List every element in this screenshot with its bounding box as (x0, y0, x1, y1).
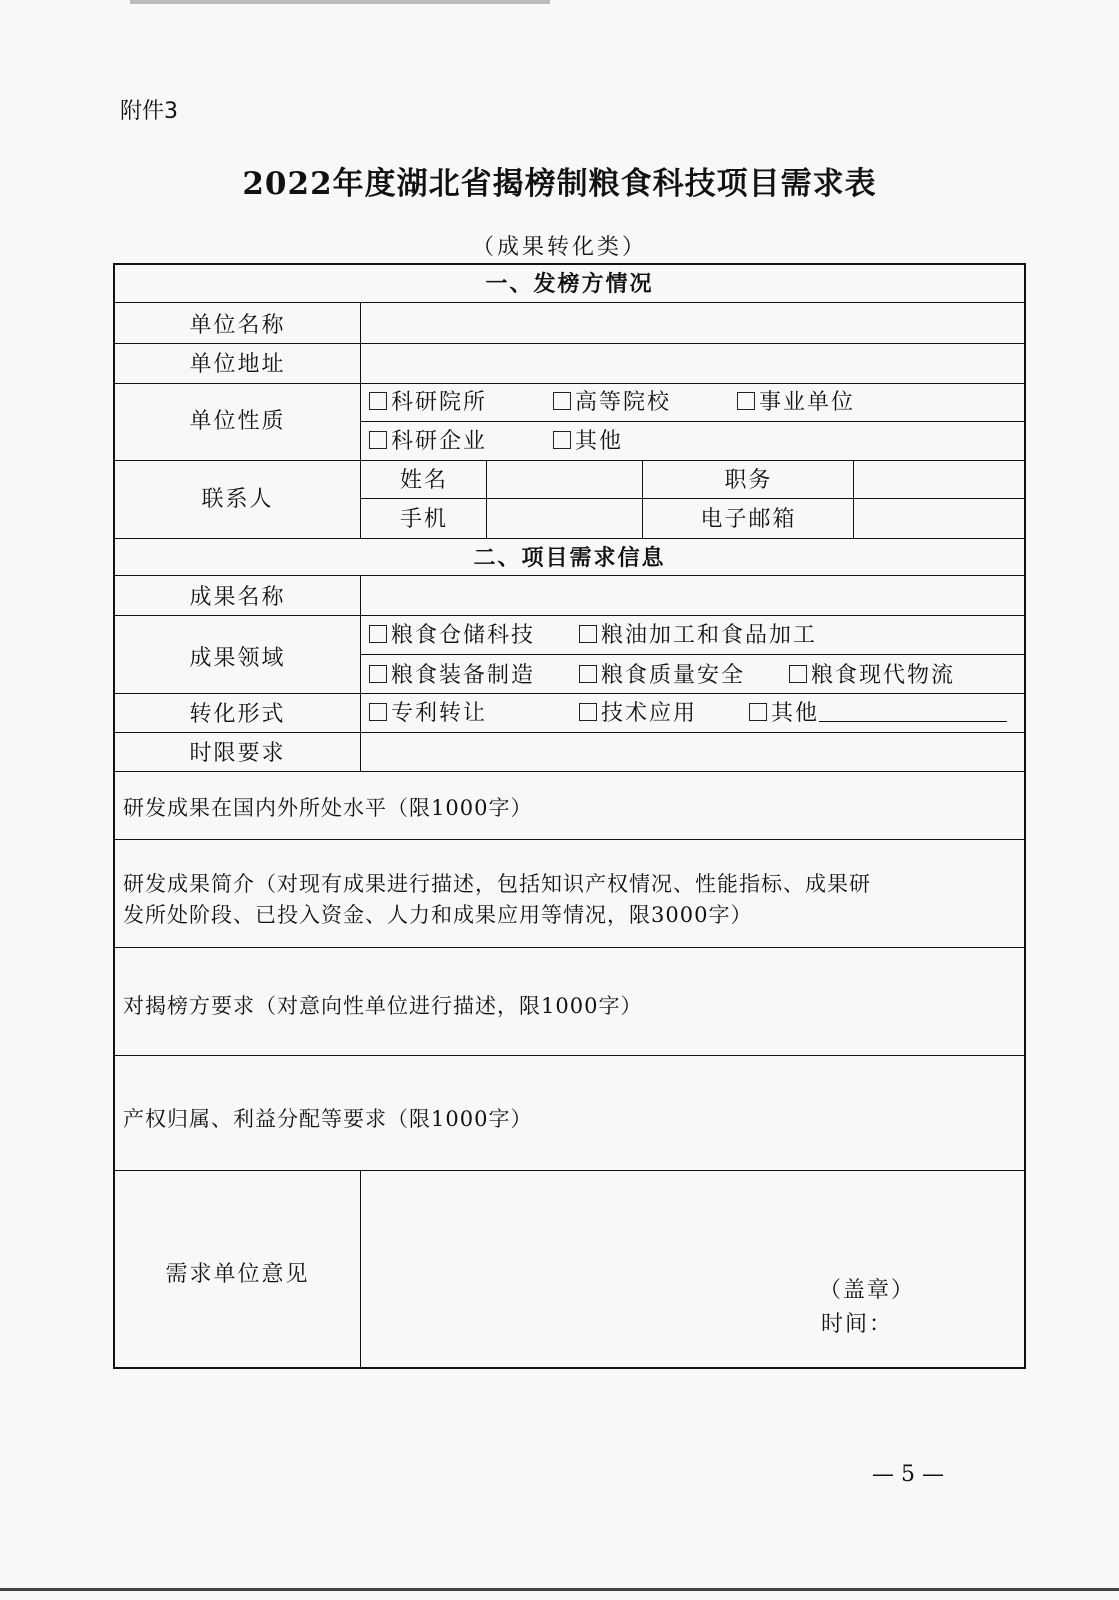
checkbox[interactable] (553, 392, 571, 410)
row-divider (115, 1055, 1024, 1056)
level-prompt: 研发成果在国内外所处水平（限1000字） (123, 796, 533, 820)
row-divider (115, 693, 1024, 694)
nature-option-public-institution[interactable] (737, 390, 855, 416)
nature-option-university[interactable] (553, 390, 671, 416)
field-option-processing[interactable] (579, 623, 817, 649)
row-divider (360, 498, 1024, 499)
time-label: 时间： (821, 1312, 894, 1337)
row-divider (115, 575, 1024, 576)
field-option-logistics[interactable] (789, 663, 955, 689)
row-divider (115, 947, 1024, 948)
nature-option-research-enterprise[interactable] (369, 429, 487, 455)
ip-prompt: 产权归属、利益分配等要求（限1000字） (123, 1107, 533, 1131)
row-divider (115, 839, 1024, 840)
row-divider (115, 615, 1024, 616)
option-label: 粮食质量安全 (601, 663, 746, 688)
option-label: 粮食仓储科技 (391, 623, 536, 648)
contact-position-field[interactable] (855, 462, 1022, 497)
column-divider (360, 575, 361, 771)
time-limit-field[interactable] (362, 734, 1022, 770)
contact-position-label: 职务 (724, 468, 773, 493)
field-option-quality-safety[interactable] (579, 663, 745, 689)
checkbox[interactable] (369, 703, 387, 721)
checkbox[interactable] (579, 703, 597, 721)
unit-name-field[interactable] (362, 304, 1022, 342)
checkbox[interactable] (737, 392, 755, 410)
row-divider (115, 383, 1024, 384)
page-number: — 5 — (872, 1462, 944, 1487)
contact-name-label: 姓名 (399, 468, 448, 493)
option-label: 专利转让 (391, 701, 488, 726)
checkbox[interactable] (579, 665, 597, 683)
option-label: 技术应用 (601, 701, 698, 726)
option-label: 粮油加工和食品加工 (601, 623, 818, 648)
unit-address-field[interactable] (362, 345, 1022, 382)
checkbox[interactable] (369, 665, 387, 683)
transform-form-label: 转化形式 (189, 702, 286, 727)
row-divider (115, 460, 1024, 461)
contact-phone-label: 手机 (399, 507, 448, 532)
checkbox[interactable] (789, 665, 807, 683)
column-divider (360, 302, 361, 538)
intro-prompt-line1: 研发成果简介（对现有成果进行描述，包括知识产权情况、性能指标、成果研 (123, 872, 871, 896)
field-option-equipment[interactable] (369, 663, 535, 689)
time-limit-label: 时限要求 (189, 741, 286, 766)
achievement-field-label: 成果领域 (189, 646, 286, 671)
transform-option-other[interactable] (749, 701, 1007, 727)
scan-edge-mark (130, 0, 550, 4)
checkbox[interactable] (579, 625, 597, 643)
contact-email-label: 电子邮箱 (700, 507, 797, 532)
checkbox[interactable] (369, 392, 387, 410)
column-divider (360, 1170, 361, 1367)
row-divider (115, 771, 1024, 772)
option-label: 粮食装备制造 (391, 663, 536, 688)
section-heading-project: 二、项目需求信息 (473, 545, 666, 571)
contact-name-field[interactable] (488, 462, 641, 497)
row-divider (115, 1170, 1024, 1171)
intro-prompt-line2: 发所处阶段、已投入资金、人力和成果应用等情况，限3000字） (123, 903, 753, 927)
other-fill-line[interactable] (819, 721, 1007, 722)
row-divider (360, 421, 1024, 422)
unit-name-label: 单位名称 (189, 313, 286, 338)
option-label: 科研院所 (391, 390, 488, 415)
opinion-label: 需求单位意见 (165, 1262, 310, 1287)
transform-option-patent[interactable] (369, 701, 487, 727)
section-heading-issuer: 一、发榜方情况 (485, 271, 654, 297)
unit-address-label: 单位地址 (189, 352, 286, 377)
nature-option-other[interactable] (553, 429, 623, 455)
attachment-label: 附件3 (120, 99, 178, 124)
option-label: 高等院校 (575, 390, 672, 415)
option-label: 科研企业 (391, 429, 488, 454)
requirement-form-table (113, 263, 1026, 1369)
row-divider (115, 302, 1024, 303)
transform-option-application[interactable] (579, 701, 697, 727)
row-divider (115, 538, 1024, 539)
row-divider (115, 732, 1024, 733)
option-label: 事业单位 (759, 390, 856, 415)
option-label: 其他 (771, 701, 820, 726)
row-divider (360, 654, 1024, 655)
contact-phone-field[interactable] (488, 500, 641, 537)
column-divider (486, 460, 487, 538)
opinion-field[interactable] (362, 1172, 1022, 1367)
unit-nature-label: 单位性质 (189, 409, 286, 434)
checkbox[interactable] (369, 625, 387, 643)
requirement-prompt: 对揭榜方要求（对意向性单位进行描述，限1000字） (123, 994, 643, 1018)
row-divider (115, 343, 1024, 344)
achievement-name-label: 成果名称 (189, 585, 286, 610)
checkbox[interactable] (369, 431, 387, 449)
checkbox[interactable] (553, 431, 571, 449)
achievement-name-field[interactable] (362, 577, 1022, 614)
scan-bottom-edge (0, 1588, 1119, 1591)
field-option-storage[interactable] (369, 623, 535, 649)
document-subtitle: （成果转化类） (471, 235, 647, 260)
contact-label: 联系人 (201, 487, 274, 512)
option-label: 粮食现代物流 (811, 663, 956, 688)
seal-label: （盖章） (819, 1278, 916, 1303)
column-divider (853, 460, 854, 538)
checkbox[interactable] (749, 703, 767, 721)
nature-option-research-institute[interactable] (369, 390, 487, 416)
column-divider (642, 460, 643, 538)
document-title: 2022年度湖北省揭榜制粮食科技项目需求表 (242, 166, 877, 202)
contact-email-field[interactable] (855, 500, 1022, 537)
option-label: 其他 (575, 429, 624, 454)
